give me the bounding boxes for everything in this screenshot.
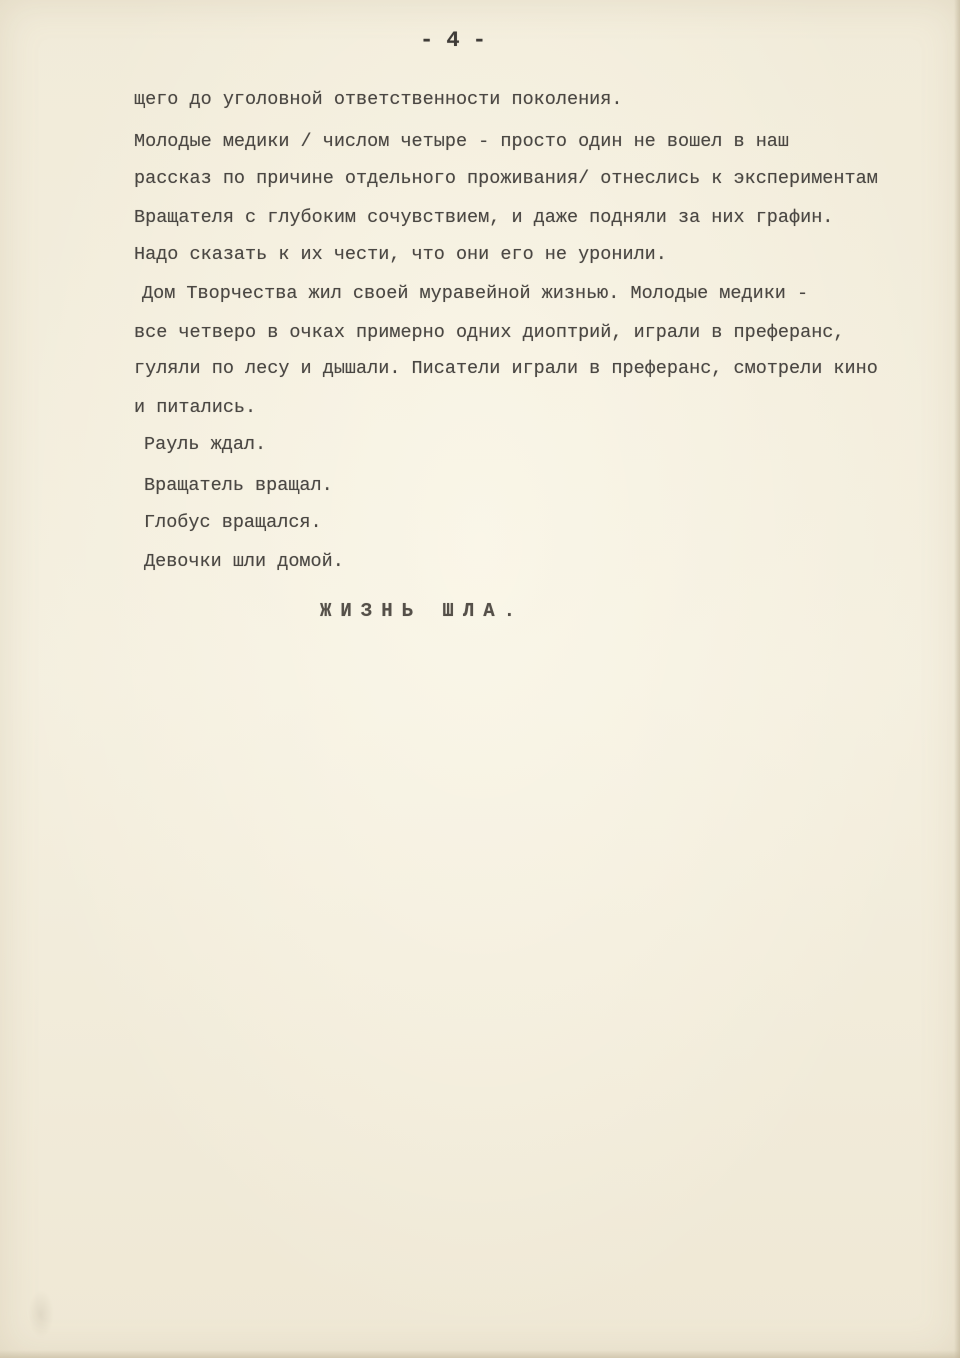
text-line: Надо сказать к их чести, что они его не уронили. <box>134 244 667 265</box>
page-number: - 4 - <box>420 28 487 53</box>
text-line: Глобус вращался. <box>144 512 322 533</box>
paper-edge-right <box>954 0 960 1358</box>
text-line: Вращателя с глубоким сочувствием, и даже подняли за них графин. <box>134 207 834 228</box>
text-line: Вращатель вращал. <box>144 475 333 496</box>
closing-line: ЖИЗНЬ ШЛА. <box>320 600 525 622</box>
text-line: Дом Творчества жил своей муравейной жизнью. Молодые медики - <box>142 283 809 304</box>
paper-smudge <box>28 1290 54 1338</box>
text-line: Молодые медики / числом четыре - просто один не вошел в наш <box>134 131 790 152</box>
paper-edge-bottom <box>0 1350 960 1358</box>
text-line: рассказ по причине отдельного проживания/ отнеслись к экспериментам <box>134 168 878 189</box>
text-line: Рауль ждал. <box>144 434 267 455</box>
text-line: щего до уголовной ответственности поколения. <box>134 89 623 110</box>
text-line: все четверо в очках примерно одних диоптрий, играли в преферанс, <box>134 322 845 343</box>
text-line: Девочки шли домой. <box>144 551 344 572</box>
text-line: и питались. <box>134 397 257 418</box>
text-line: гуляли по лесу и дышали. Писатели играли в преферанс, смотрели кино <box>134 358 878 379</box>
